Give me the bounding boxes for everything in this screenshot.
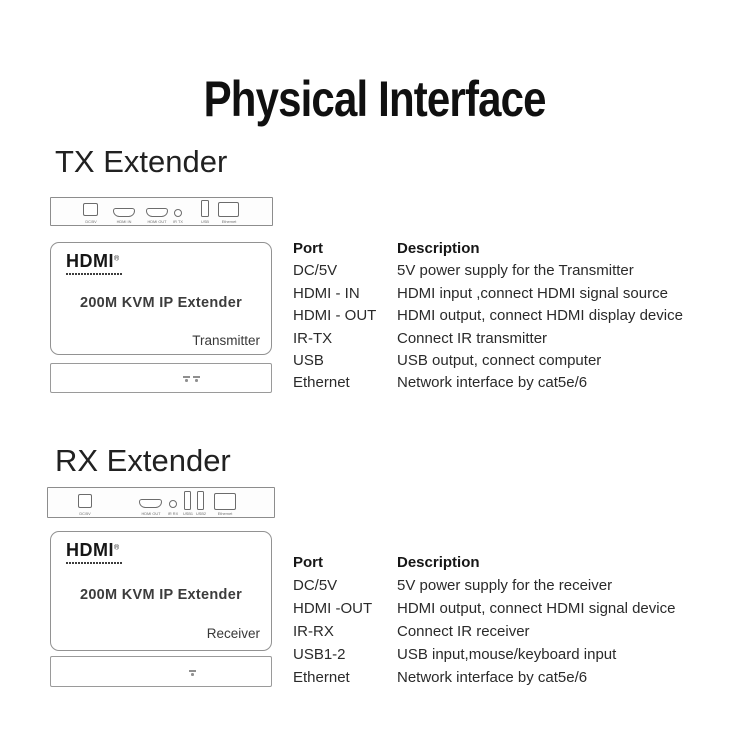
hdmi-logo-tagline-bar <box>66 273 123 275</box>
table-cell-description: Network interface by cat5e/6 <box>397 374 588 392</box>
rx-port-usb1-label: USB1 <box>182 512 193 516</box>
ir-jack-port-icon <box>169 500 177 508</box>
table-cell-port: Ethernet <box>293 374 350 392</box>
tx-port-hdmi-out <box>146 198 168 225</box>
tx-port-dc <box>83 198 98 225</box>
table-cell-description: USB input,mouse/keyboard input <box>397 646 617 663</box>
tx-table-header-port: Port <box>293 240 323 257</box>
ethernet-port-icon <box>214 493 236 510</box>
page-title <box>0 70 750 128</box>
table-cell-description: Connect IR transmitter <box>397 329 548 347</box>
hdmi-port-icon <box>139 499 162 508</box>
tx-port-hdmi-out-label: HDMI OUT <box>147 220 167 224</box>
tx-port-usb-label: USB <box>201 220 209 224</box>
table-cell-port: DC/5V <box>293 577 338 594</box>
tx-port-table <box>293 238 683 395</box>
rx-role-label: Receiver <box>206 626 260 641</box>
hdmi-logo-tagline-bar <box>66 562 123 564</box>
rx-port-dc-label: DC/5V <box>79 512 91 516</box>
tx-port-ir-label: IR TX <box>173 220 183 224</box>
hdmi-logo-text: HDMI <box>66 251 114 271</box>
table-cell-port: USB <box>293 351 324 369</box>
table-cell-description: HDMI output, connect HDMI signal device <box>397 600 676 617</box>
table-cell-port: HDMI - OUT <box>293 307 377 325</box>
rx-rear-panel-diagram <box>47 487 275 518</box>
rx-port-ir-label: IR RX <box>167 512 179 516</box>
rx-section-heading: RX Extender <box>55 443 231 478</box>
table-cell-port: DC/5V <box>293 262 338 280</box>
rx-front-panel-diagram <box>50 656 272 687</box>
hdmi-logo <box>66 251 123 275</box>
dc-power-port-icon <box>83 203 98 216</box>
usb-port-icon <box>197 491 204 510</box>
tx-port-ethernet <box>218 198 239 225</box>
usb-port-icon <box>184 491 191 510</box>
table-cell-description: 5V power supply for the receiver <box>397 577 613 594</box>
table-cell-description: USB output, connect computer <box>397 351 602 369</box>
rx-port-table <box>293 551 675 689</box>
rx-port-usb2-label: USB2 <box>195 512 206 516</box>
rx-port-ir <box>169 488 177 517</box>
dc-power-port-icon <box>78 494 92 508</box>
rx-port-hdmi-out <box>139 488 162 517</box>
hdmi-logo-text: HDMI <box>66 540 114 560</box>
tx-device-body-diagram <box>50 242 272 355</box>
table-cell-description: HDMI input ,connect HDMI signal source <box>397 284 668 302</box>
table-cell-description: Connect IR receiver <box>397 623 530 640</box>
tx-table-header-description: Description <box>397 240 480 257</box>
table-cell-description: 5V power supply for the Transmitter <box>397 262 634 280</box>
tx-rear-panel-diagram <box>50 197 273 226</box>
rx-port-ethernet-label: Ethernet <box>217 512 233 516</box>
rx-device-body-diagram <box>50 531 272 651</box>
rx-port-usb1 <box>184 488 191 517</box>
hdmi-logo <box>66 540 123 564</box>
tx-role-label: Transmitter <box>192 333 260 348</box>
page-title-text: Physical Interface <box>203 71 547 127</box>
panel-marking-icon <box>183 376 190 378</box>
table-cell-port: USB1-2 <box>293 646 346 663</box>
tx-port-hdmi-in <box>113 198 135 225</box>
rx-model-label: 200M KVM IP Extender <box>79 587 243 603</box>
table-cell-description: HDMI output, connect HDMI display device <box>397 307 683 325</box>
rx-table-header-description: Description <box>397 554 480 571</box>
table-cell-port: Ethernet <box>293 669 350 686</box>
tx-model-label: 200M KVM IP Extender <box>79 295 243 311</box>
tx-port-ethernet-label: Ethernet <box>221 220 236 224</box>
tx-front-panel-diagram <box>50 363 272 393</box>
tx-section-heading: TX Extender <box>55 144 228 179</box>
table-cell-port: IR-RX <box>293 623 334 640</box>
rx-port-ethernet <box>214 488 236 517</box>
rx-port-hdmi-out-label: HDMI OUT <box>140 512 161 516</box>
tx-port-dc-label: DC/5V <box>84 220 97 224</box>
table-cell-port: HDMI - IN <box>293 284 360 302</box>
hdmi-port-icon <box>113 208 135 217</box>
hdmi-port-icon <box>146 208 168 217</box>
ir-jack-port-icon <box>174 209 182 217</box>
rx-port-usb2 <box>197 488 204 517</box>
panel-marking-icon <box>189 670 196 672</box>
usb-port-icon <box>201 200 209 217</box>
tx-port-hdmi-in-label: HDMI IN <box>116 220 132 224</box>
rx-table-header-port: Port <box>293 554 323 571</box>
rx-port-dc <box>78 488 92 517</box>
table-cell-port: IR-TX <box>293 329 333 347</box>
registered-mark: ® <box>114 544 120 552</box>
tx-port-ir <box>174 198 182 225</box>
tx-port-usb <box>201 198 209 225</box>
table-cell-description: Network interface by cat5e/6 <box>397 669 588 686</box>
table-cell-port: HDMI -OUT <box>293 600 373 617</box>
panel-marking-icon <box>193 376 200 378</box>
registered-mark: ® <box>114 255 120 263</box>
ethernet-port-icon <box>218 202 239 217</box>
